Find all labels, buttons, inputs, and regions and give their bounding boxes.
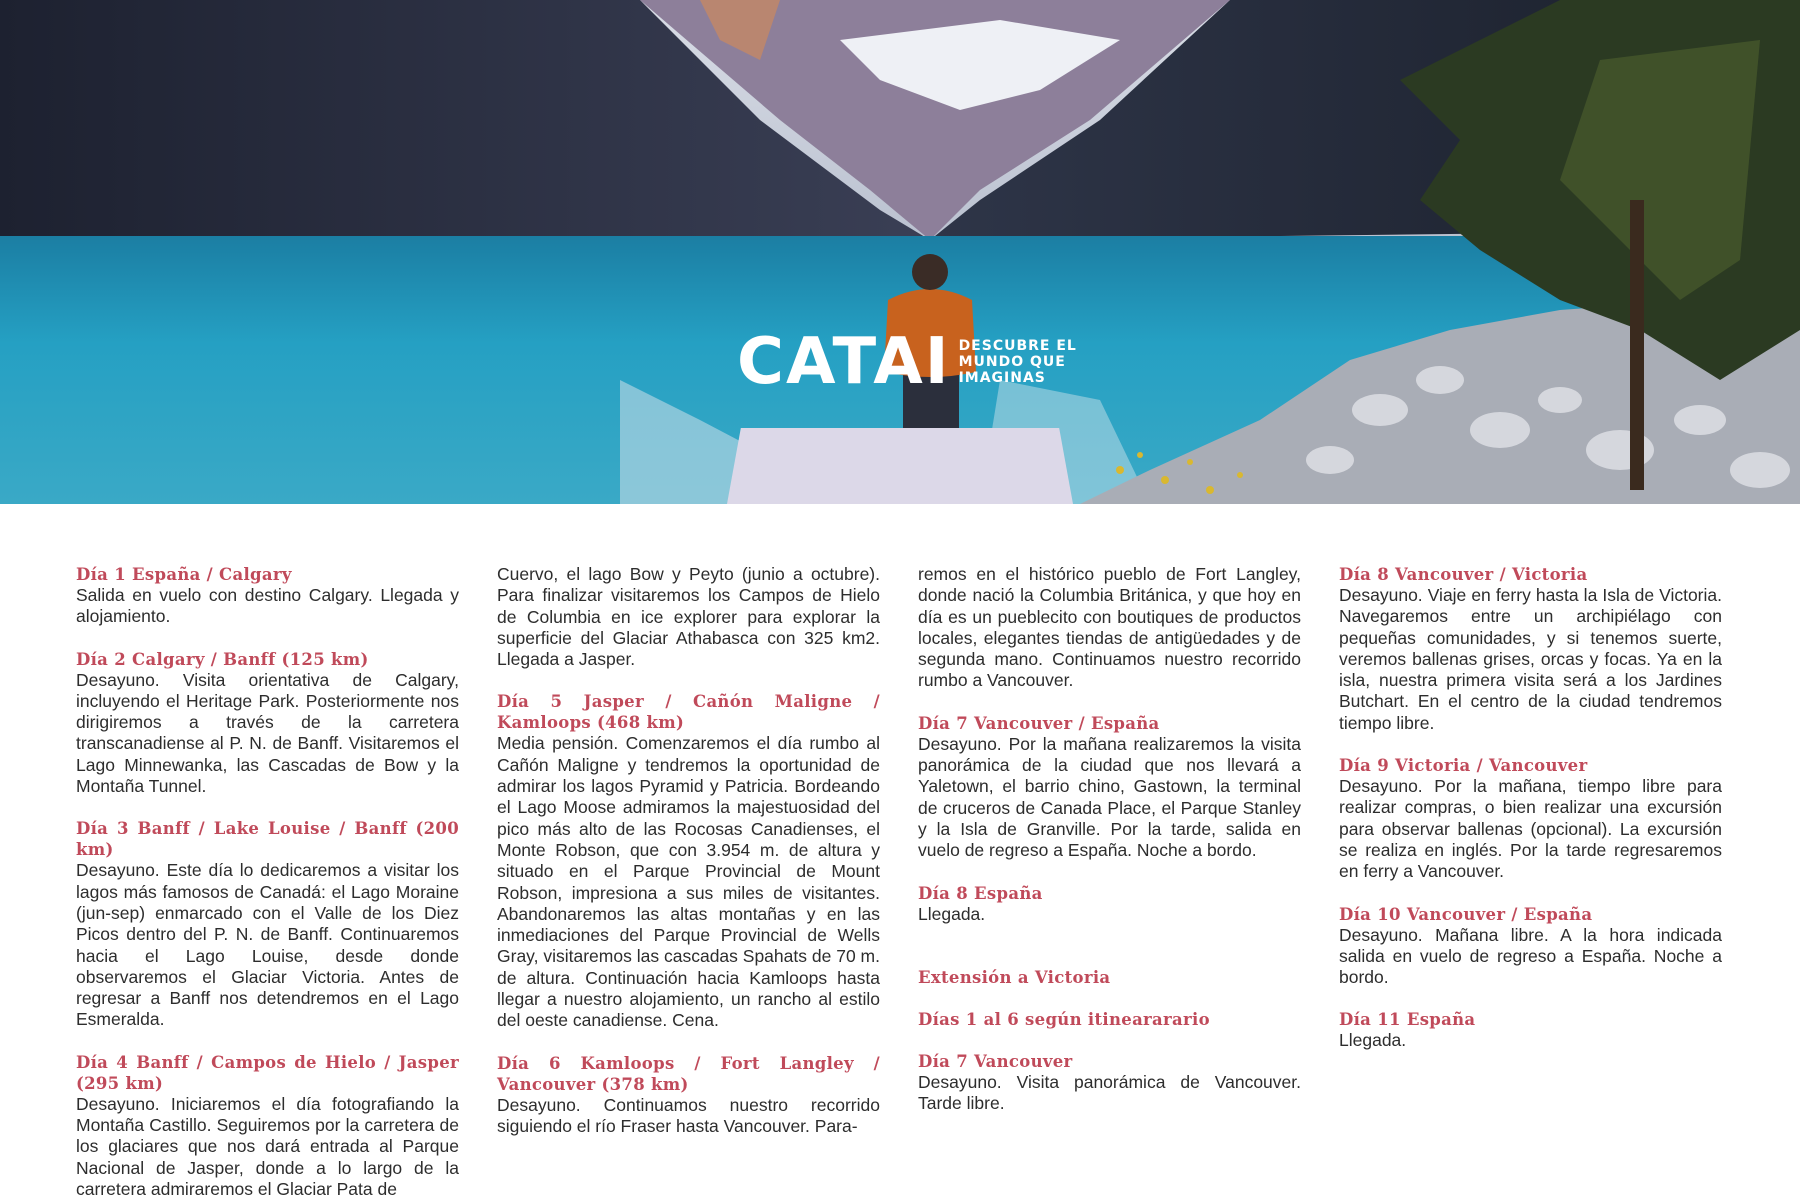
itinerary-columns [76, 564, 1726, 1199]
column-3 [918, 564, 1301, 1164]
catai-logo [737, 325, 1077, 399]
day-heading: Día 5 Jasper / Cañón Maligne / Kamloops (468 km) [497, 692, 880, 733]
itinerary-day [76, 649, 459, 798]
itinerary-day [76, 818, 459, 1030]
day-heading: Día 1 España / Calgary [76, 565, 292, 584]
day-description: Desayuno. Continuamos nuestro recorrido siguiendo el río Fraser hasta Vancouver. Para- [497, 1094, 880, 1136]
day-heading: Día 10 Vancouver / España [1339, 904, 1593, 924]
wooden-dock [727, 428, 1073, 504]
itinerary-day [918, 1051, 1301, 1115]
itinerary-day [497, 691, 880, 1031]
day-heading: Día 7 Vancouver [918, 1051, 1073, 1071]
day-heading: Día 11 España [1339, 1010, 1476, 1030]
continued-text: Cuervo, el lago Bow y Peyto (junio a octubre). Para finalizar visitaremos los Campos de Hielo de Columbia en ice explorer para explorar la superficie del Glaciar Athabasca con 325 km2. Llegada a Jasper. [497, 564, 880, 670]
day-description: Desayuno. Este día lo dedicaremos a visitar los lagos más famosos de Canadá: el Lago Moraine (jun-sep) enmarcado con el Valle de los Diez Picos dentro del P. N. de Banff. Continuaremos hacia el Lago Louise, desde donde observaremos el Glaciar Victoria. Antes de regresar a Banff nos detendremos en el Lago Esmeralda. [76, 860, 459, 1030]
tagline-line-3: IMAGINAS [958, 370, 1046, 386]
brand-tagline [959, 338, 1077, 386]
itinerary-day [918, 713, 1301, 862]
day-description: Media pensión. Comenzaremos el día rumbo al Cañón Maligne y tendremos la oportunidad de admirar los lagos Pyramid y Patricia. Bordeando el Lago Moose admiramos la majestuosidad del pico más alto de las Rocosas Canadienses, el Monte Robson, que con 3.954 m. de altura y situado en el Parque Provincial de Mount Robson, impresiona a sus miles de visitantes. Abandonaremos las altas montañas y en las inmediaciones del Parque Provincial de Wells Gray, visitaremos las cascadas Spahats de 70 m. de altura. Continuación hacia Kamloops hasta llegar a nuestro alojamiento, un rancho al estilo del oeste canadiense. Cena. [497, 733, 880, 1031]
extension-note [918, 1009, 1301, 1030]
day-description: Desayuno. Por la mañana, tiempo libre para realizar compras, o bien realizar una excursión para observar ballenas (opcional). La excursión se realiza en inglés. Por la tarde regresaremos en ferry a Vancouver. [1339, 776, 1722, 882]
day-description: Llegada. [918, 903, 986, 924]
itinerary-day [1339, 904, 1722, 989]
day-heading: Día 7 Vancouver / España [918, 713, 1160, 733]
brand-name: CATAI [737, 325, 951, 399]
day-heading: Día 8 España [918, 883, 1043, 903]
day-description: Desayuno. Iniciaremos el día fotografiando la Montaña Castillo. Seguiremos por la carretera de los glaciares que nos dará entrada al Parque Nacional de Jasper, donde a lo largo de la carretera admiraremos el Glaciar Pata de [76, 1093, 459, 1199]
tagline-line-2: MUNDO QUE [958, 354, 1066, 370]
continued-text: remos en el histórico pueblo de Fort Langley, donde nació la Columbia Británica, y que hoy en día es un pueblecito con boutiques de productos locales, elegantes tiendas de antigüedades y de segunda mano. Continuamos nuestro recorrido rumbo a Vancouver. [918, 564, 1301, 691]
itinerary-day [1339, 564, 1722, 734]
section-heading: Extensión a Victoria [918, 967, 1111, 987]
tagline-line-1: DESCUBRE EL [958, 338, 1077, 354]
itinerary-day [497, 1053, 880, 1138]
day-description: Salida en vuelo con destino Calgary. Llegada y alojamiento. [76, 585, 459, 627]
itinerary-day [76, 564, 459, 628]
column-4 [1339, 564, 1722, 1164]
hero-photo [0, 0, 1800, 504]
day-heading: Día 3 Banff / Lake Louise / Banff (200 km) [76, 819, 459, 860]
day-description: Llegada. [1339, 1030, 1407, 1051]
day-heading: Día 2 Calgary / Banff (125 km) [76, 649, 369, 669]
day-description: Desayuno. Visita orientativa de Calgary, incluyendo el Heritage Park. Posteriormente nos dirigiremos a través de la carretera transcanadiense al P. N. de Banff. Visitaremos el Lago Minnewanka, las Cascadas de Bow y la Montaña Tunnel. [76, 669, 459, 797]
day-heading: Día 4 Banff / Campos de Hielo / Jasper (295 km) [76, 1052, 459, 1093]
column-1 [76, 564, 459, 1199]
section-heading: Días 1 al 6 según itineararario [918, 1009, 1210, 1029]
day-description: Desayuno. Mañana libre. A la hora indicada salida en vuelo de regreso a España. Noche a bordo. [1339, 924, 1722, 988]
day-description: Desayuno. Por la mañana realizaremos la visita panorámica de la ciudad que nos llevará a Yaletown, el barrio chino, Gastown, la terminal de cruceros de Canada Place, el Parque Stanley y la Isla de Granville. Por la tarde, salida en vuelo de regreso a España. Noche a bordo. [918, 733, 1301, 861]
day-heading: Día 6 Kamloops / Fort Langley / Vancouver (378 km) [497, 1053, 880, 1094]
day-description: Desayuno. Visita panorámica de Vancouver. Tarde libre. [918, 1071, 1301, 1114]
extension-title [918, 967, 1301, 988]
itinerary-day [1339, 755, 1722, 882]
itinerary-day [76, 1052, 459, 1200]
itinerary-day [918, 883, 1301, 925]
day-heading: Día 9 Victoria / Vancouver [1339, 756, 1588, 776]
day-description: Desayuno. Viaje en ferry hasta la Isla de Victoria. Navegaremos entre un archipiélago con pequeñas comunidades, y si tenemos suerte, veremos ballenas grises, orcas y focas. Ya en la isla, nuestra primera visita será a los Jardines Butchart. En el centro de la ciudad tendremos tiempo libre. [1339, 585, 1722, 733]
day-heading: Día 8 Vancouver / Victoria [1339, 565, 1588, 584]
itinerary-day [1339, 1009, 1722, 1051]
column-2 [497, 564, 880, 1164]
